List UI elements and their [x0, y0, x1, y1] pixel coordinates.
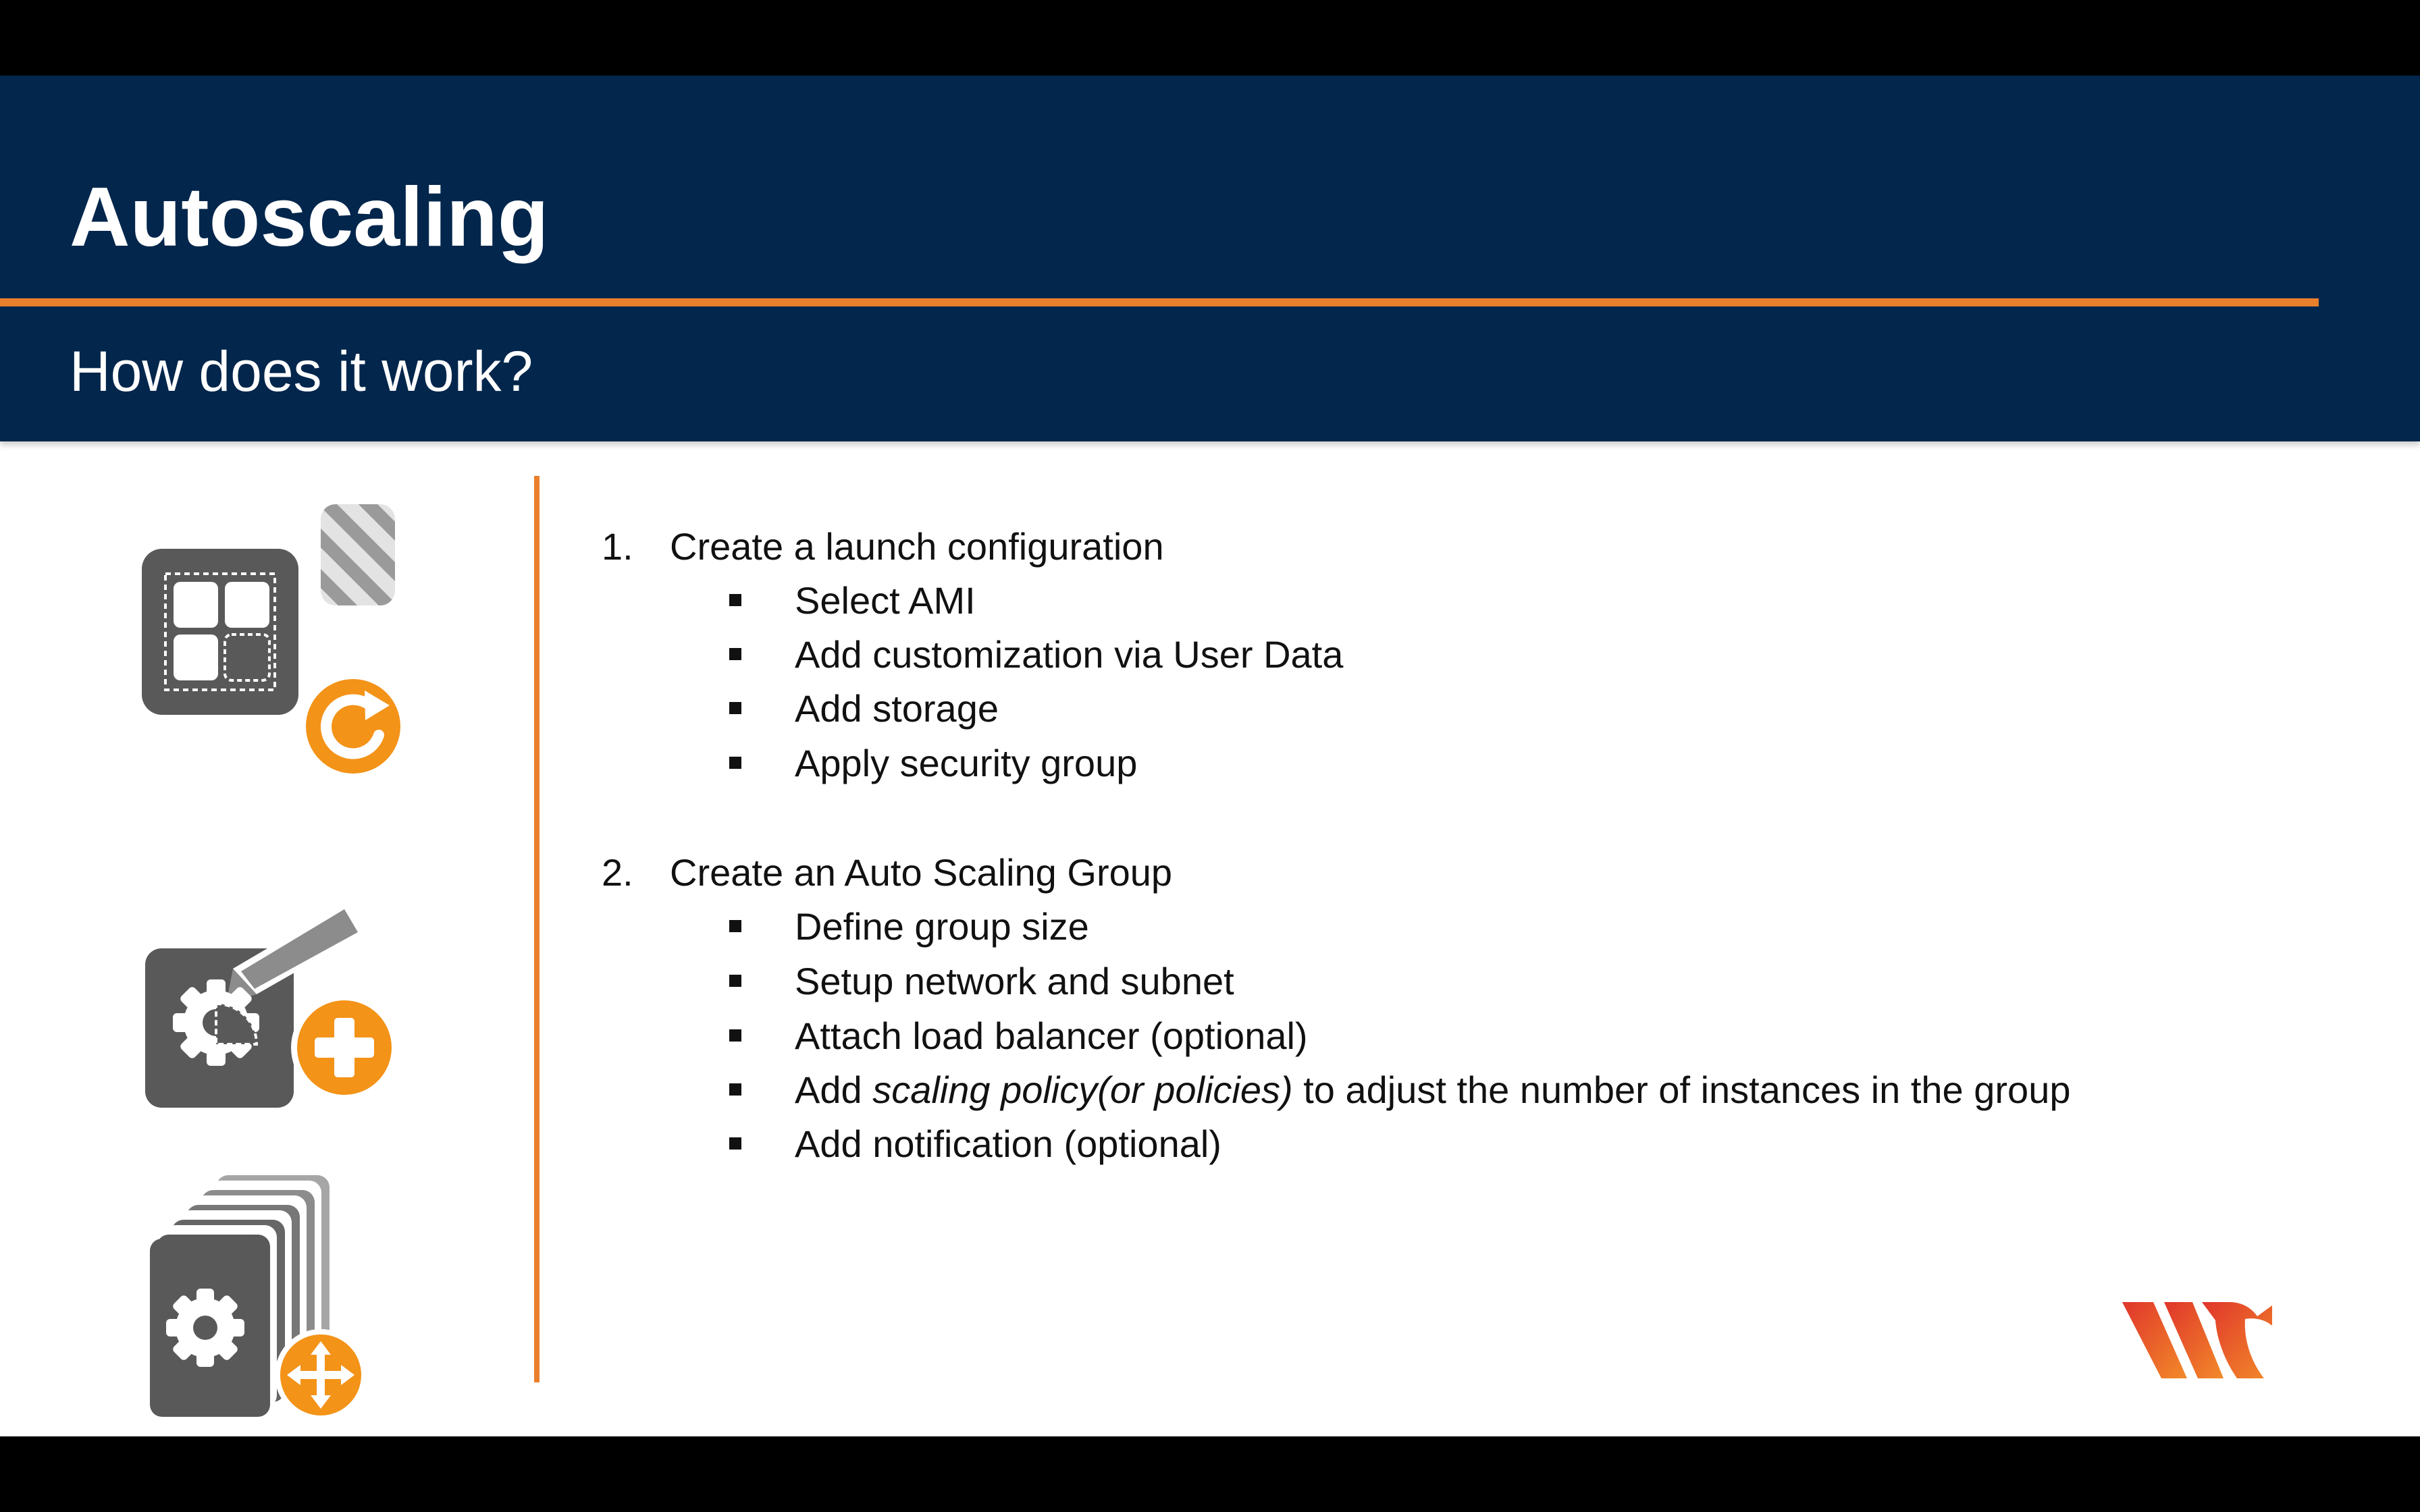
launch-configuration-icon — [138, 491, 409, 782]
bullet-icon — [729, 1137, 741, 1150]
list-item-text: Select AMI — [795, 579, 976, 622]
list-item-emphasis: scaling policy(or policies) — [872, 1069, 1293, 1111]
bullet-icon — [729, 594, 741, 606]
list-item-text-suffix: to adjust the number of instances in the group — [1292, 1069, 2071, 1111]
bullet-icon — [729, 757, 741, 769]
bullet-icon — [729, 648, 741, 660]
list-item-text: Add notification (optional) — [795, 1123, 1221, 1165]
list-item-text: Add storage — [795, 687, 999, 730]
list-item-text: Add customization via User Data — [795, 633, 1344, 676]
list-item-text-prefix: Add — [795, 1069, 873, 1111]
list-item-text: Setup network and subnet — [795, 960, 1234, 1002]
list-item-text — [795, 1071, 2070, 1109]
slide-header — [0, 76, 2420, 441]
step-label: Create an Auto Scaling Group — [670, 851, 1173, 894]
bullet-icon — [729, 1083, 741, 1096]
step-number: 2. — [602, 851, 633, 894]
list-item-text: Define group size — [795, 905, 1089, 948]
list-item-text: Attach load balancer (optional) — [795, 1015, 1308, 1057]
slide-title: Autoscaling — [70, 171, 549, 264]
bullet-icon — [729, 920, 741, 932]
auto-scaling-group-icon — [138, 827, 409, 1118]
bullet-icon — [729, 702, 741, 714]
content-divider — [534, 476, 540, 1382]
title-underline — [0, 298, 2319, 306]
slide — [0, 76, 2420, 1436]
scaling-instances-icon — [142, 1164, 385, 1434]
list-item-text: Apply security group — [795, 742, 1138, 784]
slide-subtitle: How does it work? — [70, 340, 533, 403]
step-number: 1. — [602, 525, 633, 568]
brand-logo — [2122, 1299, 2272, 1386]
step-label: Create a launch configuration — [670, 525, 1164, 568]
bullet-icon — [729, 1029, 741, 1042]
bullet-icon — [729, 975, 741, 987]
